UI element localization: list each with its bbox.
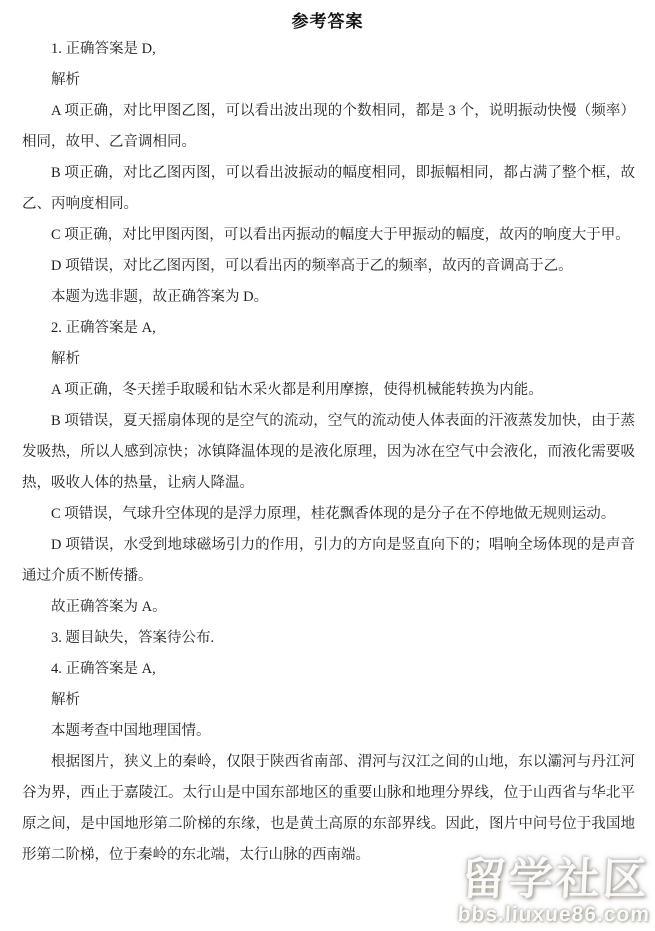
paragraph: C 项错误，气球升空体现的是浮力原理，桂花飘香体现的是分子在不停地做无规则运动。 [51,506,616,523]
page-title: 参考答案 [291,12,364,31]
paragraph: 解析 [51,692,80,709]
paragraph: 根据图片，狭义上的秦岭，仅限于陕西省南部、渭河与汉江之间的山地，东以灞河与丹江河谷为界，西止于嘉陵江。太行山是中国东部地区的重要山脉和地理分界线，位于山西省与华北平原之间，是中国地形第二阶梯的东缘，也是黄土高原的东部界线。因此，图片中问号位于我国地形第二阶梯，位于秦岭的东北端，太行山脉的西南端。 [22,754,635,864]
document-body [0,34,655,871]
paragraph: D 项错误，对比乙图丙图，可以看出丙的频率高于乙的频率，故丙的音调高于乙。 [51,258,573,275]
paragraph: 故正确答案为 A。 [51,599,167,616]
paragraph: A 项正确，对比甲图乙图，可以看出波出现的个数相同，都是 3 个，说明振动快慢（频率）相同，故甲、乙音调相同。 [22,103,635,151]
paragraph: D 项错误，水受到地球磁场引力的作用，引力的方向是竖直向下的；唱响全场体现的是声音通过介质不断传播。 [22,537,635,585]
paragraph: 2. 正确答案是 A, [51,320,156,337]
paragraph: 解析 [51,72,80,89]
paragraph: 3. 题目缺失，答案待公布. [51,630,215,647]
paragraph: C 项正确，对比甲图丙图，可以看出丙振动的幅度大于甲振动的幅度，故丙的响度大于甲。 [51,227,630,244]
paragraph: 解析 [51,351,80,368]
watermark-site-url: bbs.liuxue86.com [456,903,651,926]
paragraph: B 项错误，夏天摇扇体现的是空气的流动，空气的流动使人体表面的汗液蒸发加快，由于蒸发吸热，所以人感到凉快；冰镇降温体现的是液化原理，因为冰在空气中会液化，而液化需要吸热，吸收人体的热量，让病人降温。 [22,413,635,492]
paragraph: 1. 正确答案是 D, [51,41,156,58]
paragraph: B 项正确，对比乙图丙图，可以看出波振动的幅度相同，即振幅相同，都占满了整个框，故乙、丙响度相同。 [22,165,635,213]
paragraph: A 项正确，冬天搓手取暖和钻木采火都是利用摩擦，使得机械能转换为内能。 [51,382,543,399]
paragraph: 本题考查中国地理国情。 [51,723,211,740]
paragraph: 本题为选非题，故正确答案为 D。 [51,289,269,306]
watermark-site-name: 留学社区 [460,855,651,904]
paragraph: 4. 正确答案是 A, [51,661,156,678]
answer-document-page [0,12,655,931]
